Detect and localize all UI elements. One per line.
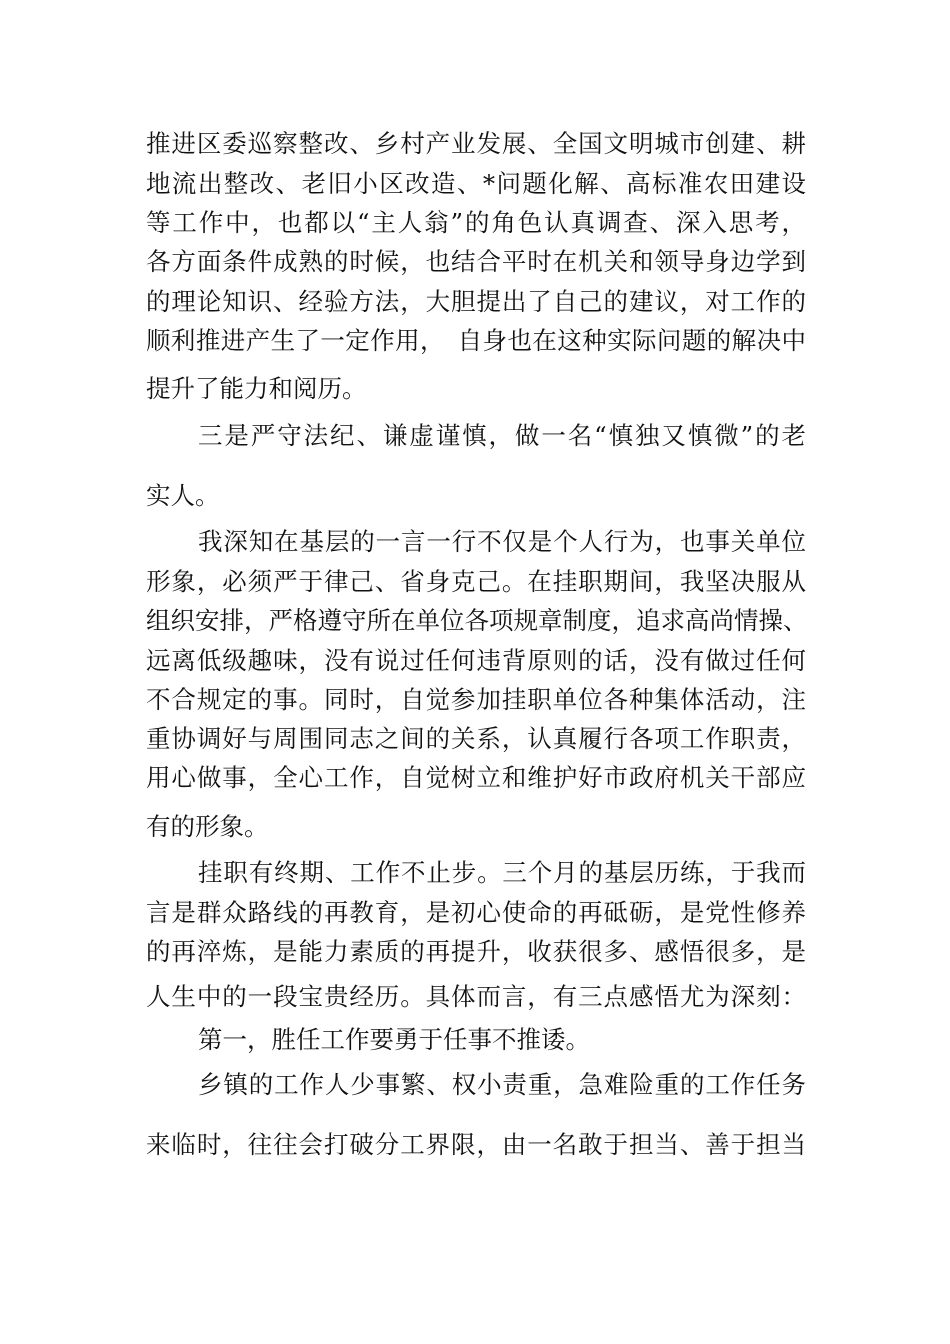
body-text-line: 形象，必须严于律己、省身克己。在挂职期间，我坚决服从 (146, 567, 806, 596)
body-text-line: 有的形象。 (146, 812, 269, 841)
body-text-line: 不合规定的事。同时，自觉参加挂职单位各种集体活动，注 (146, 685, 806, 714)
body-text-line: 提升了能力和阅历。 (146, 374, 367, 403)
section-heading-3-continued: 实人。 (146, 481, 220, 510)
body-text-line: 等工作中，也都以“主人翁”的角色认真调查、深入思考， (146, 208, 806, 237)
body-text-line: 组织安排，严格遵守所在单位各项规章制度，追求高尚情操、 (146, 606, 808, 635)
body-text-line: 用心做事，全心工作，自觉树立和维护好市政府机关干部应 (146, 763, 806, 792)
body-text-line: 人生中的一段宝贵经历。具体而言，有三点感悟尤为深刻： (146, 982, 806, 1011)
body-text-line: 推进区委巡察整改、乡村产业发展、全国文明城市创建、耕 (146, 129, 806, 158)
body-text-line: 来临时，往往会打破分工界限，由一名敢于担当、善于担当 (146, 1130, 806, 1159)
body-text-line: 各方面条件成熟的时候，也结合平时在机关和领导身边学到 (146, 247, 806, 276)
body-text-line: 远离低级趣味，没有说过任何违背原则的话，没有做过任何 (146, 646, 806, 675)
body-text-line: 乡镇的工作人少事繁、权小责重，急难险重的工作任务 (198, 1070, 806, 1099)
body-text-line: 的再淬炼，是能力素质的再提升，收获很多、感悟很多，是 (146, 937, 806, 966)
body-text-line: 言是群众路线的再教育，是初心使命的再砥砺，是党性修养 (146, 898, 806, 927)
body-text-line: 我深知在基层的一言一行不仅是个人行为，也事关单位 (198, 527, 806, 556)
point-heading-1: 第一，胜任工作要勇于任事不推诿。 (198, 1025, 590, 1054)
body-text-line: 顺利推进产生了一定作用， 自身也在这种实际问题的解决中 (146, 326, 806, 355)
body-text-line: 挂职有终期、工作不止步。三个月的基层历练，于我而 (198, 858, 806, 887)
section-heading-3: 三是严守法纪、谦虚谨慎，做一名“慎独又慎微”的老 (198, 421, 806, 450)
body-text-line: 的理论知识、经验方法，大胆提出了自己的建议，对工作的 (146, 287, 806, 316)
body-text-line: 地流出整改、老旧小区改造、*问题化解、高标准农田建设 (146, 169, 806, 198)
body-text-line: 重协调好与周围同志之间的关系，认真履行各项工作职责， (146, 724, 806, 753)
